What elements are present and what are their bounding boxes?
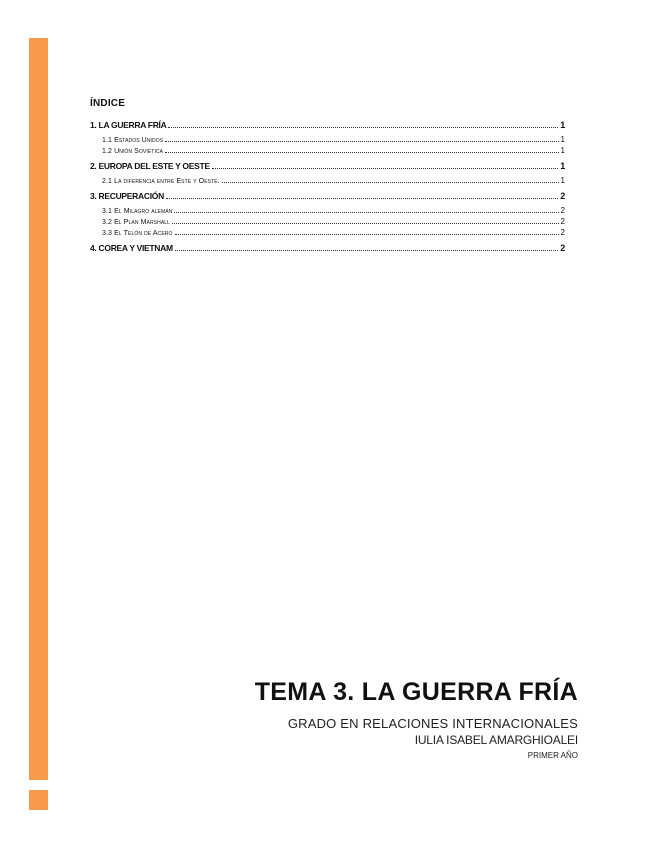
document-title: TEMA 3. LA GUERRA FRÍA [254,678,578,706]
toc-entry-label: 1.1 Estados Unidos [102,137,164,144]
cover-title-block [255,676,578,760]
toc-entry-page: 1 [560,176,565,185]
toc-entry-label: 1.2 Unión Soviética [102,148,164,155]
toc-entry-label: 3.1 El Milagro alemán [102,208,173,215]
toc-leader-dots [165,141,558,142]
toc-entry-page: 2 [560,191,565,201]
toc-leader-dots [165,152,558,153]
toc-entry-page: 1 [560,135,565,144]
toc-entry-label: 2.1 La diferencia entre Este y Oeste. [102,178,220,185]
toc-entry-page: 2 [560,217,565,226]
toc-subentry[interactable] [90,146,565,155]
toc-leader-dots [168,127,558,128]
toc-entry-label: 3.3 El Telón de Acero [102,230,173,237]
toc-subentry[interactable] [90,217,565,226]
toc-leader-dots [166,198,558,199]
toc-entry-page: 2 [560,228,565,237]
toc-entry-page: 2 [560,243,565,253]
toc-subentry[interactable] [90,135,565,144]
course-year: PRIMER AÑO [527,751,578,760]
toc-leader-dots [222,182,559,183]
toc-entry[interactable] [90,120,565,130]
degree-name: GRADO EN RELACIONES INTERNACIONALES [287,716,578,731]
toc-leader-dots [175,250,559,251]
accent-bar-small [29,790,48,810]
toc-entry-page: 1 [560,146,565,155]
toc-entry[interactable] [90,243,565,253]
accent-bar [29,38,48,780]
toc-entry-label: 3. RECUPERACIÓN [90,191,164,201]
toc-subentry[interactable] [90,206,565,215]
table-of-contents [90,98,565,258]
toc-entry[interactable] [90,191,565,201]
author-name: IULIA ISABEL AMARGHIOALEI [414,733,578,747]
toc-leader-dots [174,212,558,213]
toc-leader-dots [212,168,559,169]
toc-entry-label: 3.2 El Plan Marshall [102,219,171,226]
toc-entry-page: 2 [560,206,565,215]
toc-entry-page: 1 [560,120,565,130]
toc-entry-label: 1. LA GUERRA FRÍA [90,120,167,130]
toc-entry-page: 1 [560,161,565,171]
toc-entry[interactable] [90,161,565,171]
toc-subentry[interactable] [90,176,565,185]
toc-leader-dots [175,234,559,235]
toc-entry-label: 2. EUROPA DEL ESTE Y OESTE [90,161,210,171]
toc-leader-dots [172,223,559,224]
toc-title: ÍNDICE [90,98,126,109]
toc-subentry[interactable] [90,228,565,237]
toc-entry-label: 4. COREA Y VIETNAM [90,243,173,253]
